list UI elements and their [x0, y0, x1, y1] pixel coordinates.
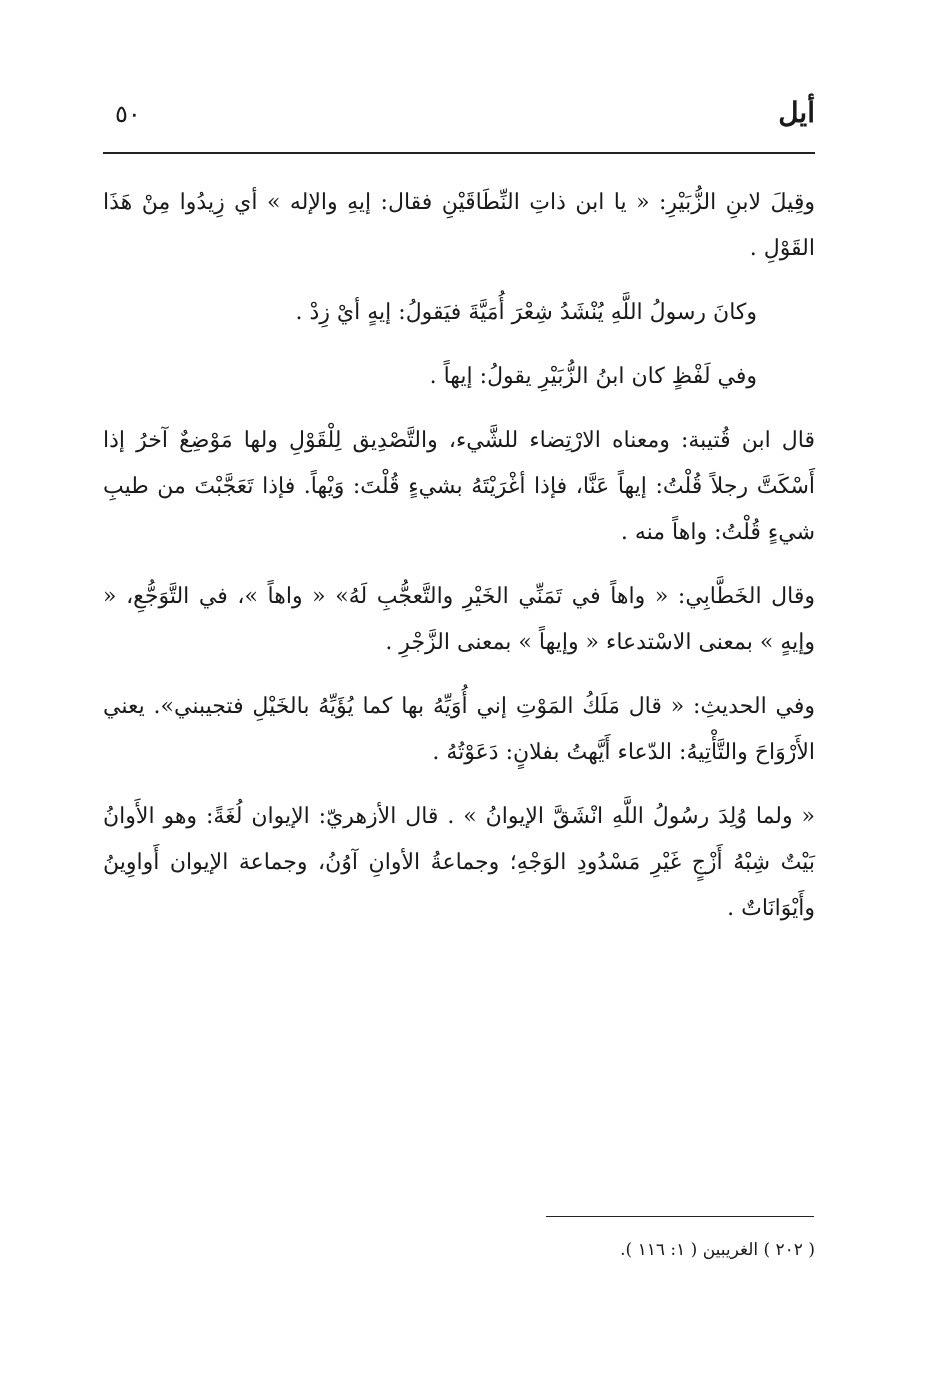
paragraph-5: وقال الخَطَّابِي: « واهاً في تَمَنِّي الخَيْرِ والتَّعجُّبِ لَهُ» « واهاً »، في التَّوَجُّعِ، « وإيهٍ » بمعنى الاسْتدعاء « وإيهاً » بمعنى الزَّجْرِ .	[103, 584, 815, 655]
paragraph-6: وفي الحديثِ: « قال مَلَكُ المَوْتِ إني أُوَيِّهُ بها كما يُؤَيِّهُ بالخَيْلِ فتجيبني». يعني الأَرْوَاحَ والتَّأْتِيهُ: الدّعاء أَيَّهتُ بفلانٍ: دَعَوْتُهُ .	[103, 694, 815, 765]
page-number: ٥٠	[115, 100, 141, 128]
running-head: أيل	[778, 96, 815, 129]
header-rule	[103, 152, 815, 154]
paragraph-4: قال ابن قُتيبة: ومعناه الارْتِضاء للشَّيء، والتَّصْدِيق لِلْقَوْلِ ولها مَوْضِعٌ آخرُ إذا أَسْكَتَّ رجلاً قُلْتُ: إيهاً عَنَّا، فإذا أغْرَيْتَهُ بشيءٍ قُلْتَ: وَيْهاً. فإذا تَعَجَّبْتَ من طيبِ شيءٍ قُلْتُ: واهاً منه .	[103, 428, 815, 545]
footnote: ( ٢٠٢ ) الغريبين ( ١: ١١٦ ).	[620, 1240, 815, 1260]
paragraph-1: وقِيلَ لابنِ الزُّبَيْرِ: « يا ابن ذاتِ النِّطَاقَيْنِ فقال: إيهِ والإله » أي زِيدُوا مِنْ هَذَا القَوْلِ .	[103, 190, 815, 261]
body-text	[103, 180, 815, 950]
footnote-rule	[546, 1216, 814, 1217]
paragraph-7: « ولما وُلِدَ رسُولُ اللَّهِ انْشَقَّ الإيوانُ » . قال الأزهريّ: الإيوان لُغَةً: وهو الأَوانُ بَيْتٌ شِبْهُ أَزْجٍ غَيْرِ مَسْدُودِ الوَجْهِ؛ وجماعةُ الأوانِ آوُنُ، وجماعة الإيوان أَواوِينُ وأَيْوَانَاتٌ .	[103, 804, 815, 921]
paragraph-2: وكانَ رسولُ اللَّهِ يُنْشَدُ شِعْرَ أُمَيَّةَ فيَقولُ: إيهٍ أيْ زِدْ .	[295, 300, 757, 325]
paragraph-3: وفي لَفْظٍ كان ابنُ الزُّبَيْرِ يقولُ: إيهاً .	[429, 364, 757, 389]
page-header	[103, 96, 815, 146]
